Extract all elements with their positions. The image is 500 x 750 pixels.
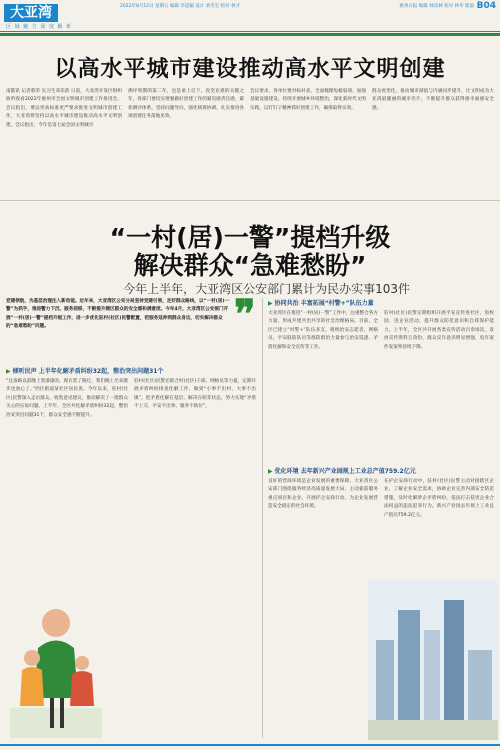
article-1-title: 以高水平城市建设推动高水平文明创建 bbox=[54, 57, 446, 82]
footer-rule bbox=[0, 744, 500, 746]
section-2-column-2: 驻村(社区)民警定期组织开展平安宣传进社区、进校园、进企业活动，提升群众防范意识和自我保护能力。上半年，全区共开展各类宣传活动百余场次，发放宣传资料万余份，群众反诈意识明显增强，电诈案件发案率持续下降。 bbox=[384, 311, 494, 350]
article-1-column-2: 测评周期的第二年，也是承上启下，攻坚克难的关键之年，各部门要切实增强做好创建工作的紧迫感责任感，紧扣测评体系，坚持问题导向，强化统筹协调，扎实推进各项创建任务落地见效。 bbox=[128, 89, 244, 120]
article-2-subtitle: 今年上半年，大亚湾区公安部门累计为民办实事103件 bbox=[123, 282, 410, 296]
editor-info: 惠州日报 编辑 林泽林 校对 林华 版面 bbox=[399, 4, 474, 9]
article-1-column-3: 会议要求，各单位要对标对表，全面梳理短板弱项，加强基础设施建设，持续开展城乡环境整治，深化新时代文明实践，以钉钉子精神抓好创建工作，确保取得实效。 bbox=[250, 89, 366, 111]
masthead-rule bbox=[0, 31, 500, 32]
family-illustration bbox=[10, 588, 102, 738]
article-1-column-4: 群众看变化，推动城市颜值与内涵同步提升，让文明成为大亚湾最靓丽的城市名片，不断提升群众获得感幸福感安全感。 bbox=[372, 89, 494, 111]
section-3-column-2: 在护企安商行动中，驻村(社区)民警主动对接辖区企业，了解企业安全需求，协助企业完善内部安全防范措施，及时化解涉企矛盾纠纷，依法打击侵害企业合法权益的违法犯罪行为。新兴产业园去年规上工业总产值达759.2亿元。 bbox=[384, 479, 494, 518]
section-3-heading bbox=[268, 466, 416, 475]
section-3-column-1: 良好的营商环境是企业发展的重要保障。大亚湾区公安部门围绕服务经济高质量发展大局，主动靠前服务重点项目和企业，开展护企安商行动，为企业发展营造安全稳定的社会环境。 bbox=[268, 479, 378, 510]
section-1-heading-text: 倾听民声 上半年化解矛盾纠纷32起，整治突出问题31个 bbox=[12, 368, 164, 375]
masthead-accent-rule bbox=[0, 33, 500, 36]
article-1-column-1: 南都讯 记者蔡荣 实习生邓乐韵 日前，大亚湾开发区组织收听收看2022年惠州市全国文明城市创建工作推进会，会议指出，要以更高标准更严要求推进文明城市创建工作，大亚湾将坚持以高水平城市建设推动高水平文明创建。会议指出，今年是第七届全国文明城市 bbox=[6, 89, 122, 128]
triangle-icon: ▶ bbox=[6, 368, 11, 375]
section-slogan: 区 域 魅 力 深 度 解 析 bbox=[6, 24, 73, 30]
article-2-lead: 党建领航，为基层治理注入新动能。近年来，大亚湾区公安分局坚持党建引领，走好群众路线，以“一村(居)一警”为抓手，推进警力下沉、服务前移，不断提升辖区群众的安全感和满意度。今年4月，大亚湾区公安部门开展“一村(居)一警”提档升级工作，进一步优化驻村(社区)民警配置，把服务延伸到群众身边，切实解决群众的“急难愁盼”问题。 bbox=[6, 299, 230, 330]
issue-info: 2022年8月12日 星期五 编辑 李思颖 设计 刘冬生 校对 林才 bbox=[120, 4, 241, 9]
section-2-heading bbox=[268, 298, 374, 307]
section-1-column-2: 驻村(社区)民警还联合村(社区)干部、网格员等力量，定期开展矛盾纠纷排查化解工作，做到“小事不出村、大事不出镇”，把矛盾化解在基层、解决在萌芽状态，努力实现“矛盾不上交、平安不出事、服务不缺位”。 bbox=[134, 379, 256, 410]
triangle-icon: ▶ bbox=[268, 468, 273, 475]
section-logo: 大亚湾 bbox=[4, 4, 58, 22]
masthead bbox=[0, 0, 500, 30]
article-2-title-line-2: 解决群众“急难愁盼” bbox=[133, 251, 367, 280]
quote-mark-icon: ❞ bbox=[234, 291, 256, 338]
section-divider bbox=[0, 200, 500, 201]
section-2-column-1: 大亚湾区在推进“一村(居)一警”工作中，注重整合各方力量，形成共建共治共享的社会治理格局。目前，全区已建立“村警+”队伍多支，吸纳治安志愿者、网格员、平安联防队员等群防群治力量参与治安巡逻、矛盾化解和安全宣传等工作。 bbox=[268, 311, 378, 350]
triangle-icon: ▶ bbox=[268, 300, 273, 307]
column-divider bbox=[262, 298, 263, 738]
article-2-title-line-1: “一村(居)一警”提档升级 bbox=[109, 223, 391, 252]
section-1-column-1: “这条路以前晚上黑漆漆的，现在装了路灯，我们晚上出来散步也放心了。”西区街道某社区居民说。今年以来，驻村(社区)民警深入走访群众，收集意见建议，推动解决了一批群众关心的实际问题。上半年，全区共化解矛盾纠纷32起，整治治安突出问题31个，群众安全感不断提升。 bbox=[6, 379, 128, 418]
city-skyline-illustration bbox=[368, 580, 498, 740]
page-number: B04 bbox=[476, 1, 496, 11]
section-1-heading bbox=[6, 366, 163, 375]
section-3-heading-text: 优化环境 去年新兴产业园规上工业总产值759.2亿元 bbox=[274, 468, 416, 475]
section-2-heading-text: 协同共治 丰富拓展“村警+”队伍力量 bbox=[274, 300, 374, 307]
